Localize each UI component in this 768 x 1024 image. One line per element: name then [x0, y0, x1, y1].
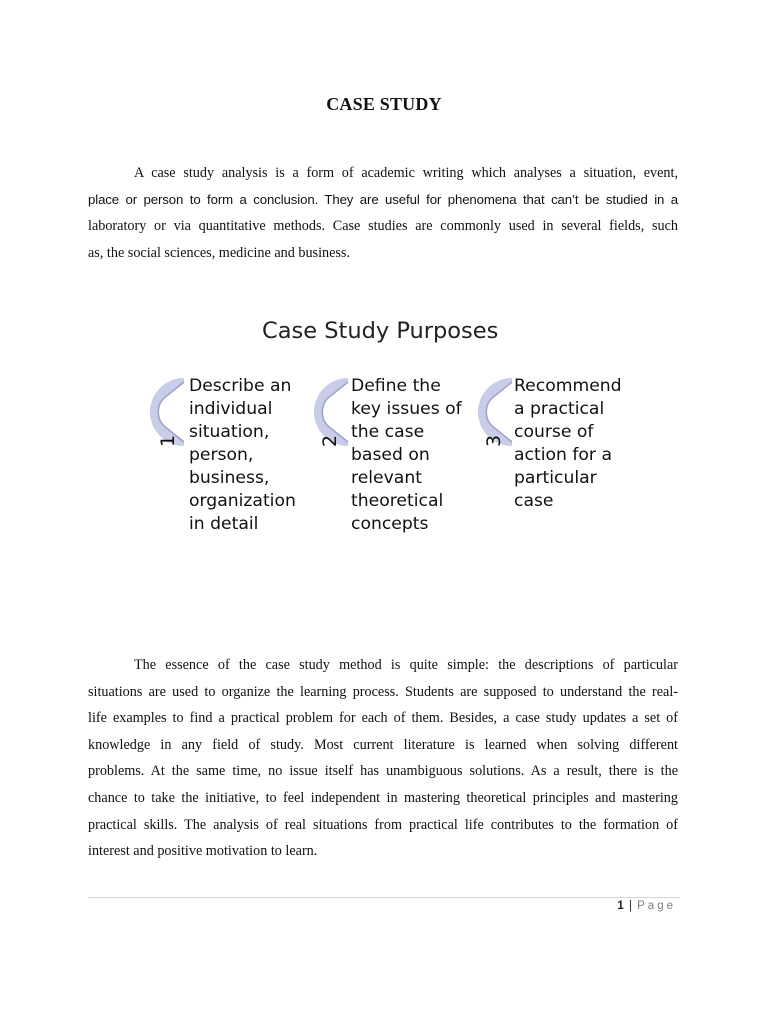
page-title: CASE STUDY [326, 94, 442, 114]
footer-divider [88, 897, 680, 898]
page-number: 1 [617, 900, 624, 912]
step-1-number: 1 [157, 434, 179, 448]
page-label: Page [637, 900, 676, 912]
step-text-line: situation, [189, 422, 270, 442]
step-text-line: person, [189, 445, 254, 465]
step-text-line: theoretical [351, 491, 444, 511]
step-text-line: Recommend [514, 376, 622, 396]
body-line: The essence of the case study method is quite simple: the descriptions of particular [134, 657, 678, 673]
body-paragraph [88, 652, 678, 865]
step-2-number: 2 [319, 434, 341, 448]
intro-paragraph [88, 160, 678, 266]
step-text-line: based on [351, 445, 430, 465]
step-text-line: individual [189, 399, 273, 419]
step-text-line: Define the [351, 376, 441, 396]
step-text-line: Describe an [189, 376, 292, 396]
step-text-line: business, [189, 468, 270, 488]
step-text-line: concepts [351, 514, 429, 534]
body-line: situations are used to organize the learning process. Students are supposed to understand the real- [88, 683, 678, 700]
body-line: life examples to find a practical problem for each of them. Besides, a case study updates a set of [88, 710, 678, 727]
body-line: knowledge in any field of study. Most current literature is learned when solving different [88, 736, 678, 753]
step-text-line: the case [351, 422, 425, 442]
step-text-line: case [514, 491, 554, 511]
step-text-line: relevant [351, 468, 422, 488]
step-3-text [514, 375, 622, 513]
step-text-line: particular [514, 468, 597, 488]
diagram-title: Case Study Purposes [262, 318, 499, 344]
intro-line: laboratory or via quantitative methods. Case studies are commonly used in several fields, such [88, 218, 678, 235]
step-text-line: key issues of [351, 399, 462, 419]
body-line: interest and positive motivation to learn. [88, 843, 318, 860]
step-text-line: action for a [514, 445, 612, 465]
step-text-line: organization [189, 491, 296, 511]
intro-line: place or person to form a conclusion. They are useful for phenomena that can’t be studied in a [88, 191, 678, 207]
step-3-number: 3 [483, 434, 505, 448]
intro-line: A case study analysis is a form of academic writing which analyses a situation, event, [134, 165, 678, 181]
body-line: practical skills. The analysis of real situations from practical life contributes to the formation of [88, 816, 678, 833]
step-2-text [351, 375, 462, 536]
step-1-text [189, 375, 296, 536]
page-footer [617, 900, 676, 912]
body-line: chance to take the initiative, to feel independent in mastering theoretical principles and mastering [88, 789, 678, 806]
body-line: problems. At the same time, no issue itself has unambiguous solutions. As a result, there is the [88, 763, 678, 780]
intro-line: as, the social sciences, medicine and business. [88, 244, 350, 261]
footer-separator: | [628, 900, 632, 912]
step-text-line: in detail [189, 514, 259, 534]
step-text-line: course of [514, 422, 594, 442]
step-text-line: a practical [514, 399, 605, 419]
